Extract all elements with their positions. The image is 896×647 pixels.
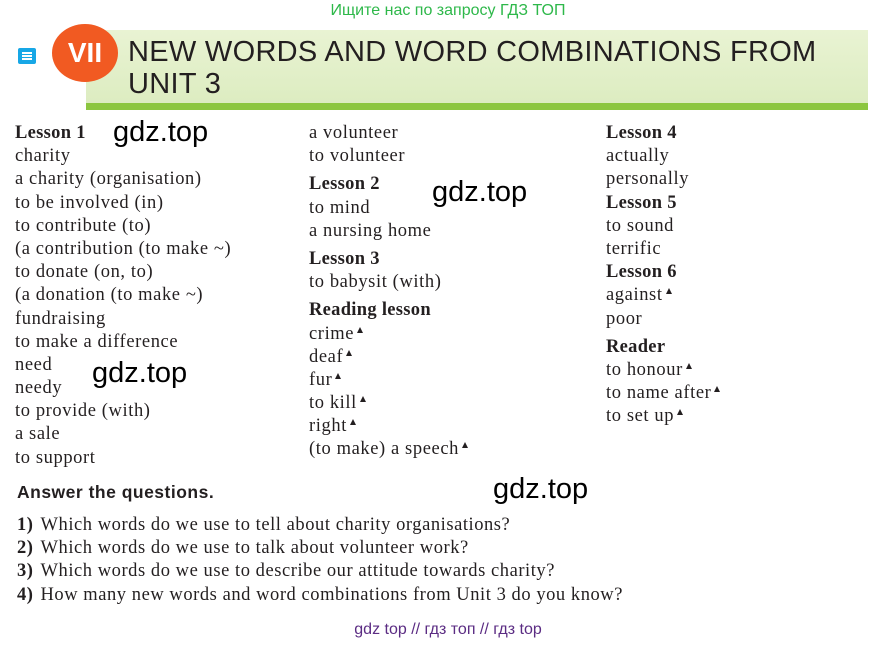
page-title: NEW WORDS AND WORD COMBINATIONS FROM UNIT 3 — [128, 36, 817, 100]
triangle-marker-icon — [346, 350, 352, 356]
lesson-heading: Lesson 3 — [309, 248, 380, 269]
question-item: 1) Which words do we use to tell about charity organisations? — [17, 515, 511, 535]
vocab-item: needy — [15, 378, 63, 399]
triangle-marker-icon — [350, 419, 356, 425]
triangle-marker-icon — [677, 409, 683, 415]
vocab-item: actually — [606, 146, 670, 167]
lesson-heading: Reader — [606, 336, 666, 357]
vocab-item: to contribute (to) — [15, 215, 152, 236]
vocab-item: fur — [309, 369, 468, 392]
vocab-item: right — [309, 415, 468, 438]
question-item: 2) Which words do we use to talk about volunteer work? — [17, 538, 469, 559]
header-underline — [86, 103, 868, 110]
vocab-item: to name after — [606, 382, 720, 405]
vocab-item: to make a difference — [15, 331, 179, 352]
menu-icon[interactable] — [18, 48, 36, 64]
lesson-heading: Lesson 5 — [606, 192, 677, 213]
vocab-item: fundraising — [15, 308, 106, 329]
vocab-item: terrific — [606, 238, 662, 259]
vocab-item: need — [15, 354, 53, 375]
vocab-item: to volunteer — [309, 146, 406, 167]
vocab-item: to provide (with) — [15, 401, 151, 422]
triangle-marker-icon — [714, 386, 720, 392]
lesson-heading: Lesson 1 — [15, 123, 86, 143]
watermark: gdz.top — [493, 473, 589, 505]
lesson-heading: Lesson 6 — [606, 262, 677, 283]
triangle-marker-icon — [686, 363, 692, 369]
vocab-item: against — [606, 284, 720, 307]
vocab-item: (a donation (to make ~) — [15, 285, 204, 306]
vocab-item: to donate (on, to) — [15, 262, 154, 283]
vocab-item: personally — [606, 169, 690, 190]
vocab-item: to babysit (with) — [309, 272, 442, 293]
vocab-item: a volunteer — [309, 123, 399, 143]
watermark: gdz.top — [92, 357, 188, 389]
question-list — [17, 514, 623, 607]
vocab-item: to honour — [606, 359, 720, 382]
vocab-item: (to make) a speech — [309, 438, 468, 461]
question-item: 3) Which words do we use to describe our attitude towards charity? — [17, 561, 555, 582]
vocab-item: charity — [15, 146, 71, 167]
vocab-item: poor — [606, 308, 643, 329]
answer-heading: Answer the questions. — [17, 482, 215, 502]
vocab-item: to set up — [606, 405, 720, 428]
triangle-marker-icon — [357, 327, 363, 333]
watermark: gdz.top — [113, 116, 209, 148]
word-column-1 — [15, 122, 231, 470]
question-item: 4) How many new words and word combinations from Unit 3 do you know? — [17, 584, 623, 605]
word-column-3 — [606, 122, 720, 428]
vocab-item: to support — [15, 447, 96, 468]
vocab-item: to mind — [309, 197, 371, 218]
vocab-item: to kill — [309, 392, 468, 415]
lesson-heading: Reading lesson — [309, 300, 431, 321]
vocab-item: deaf — [309, 346, 468, 369]
triangle-marker-icon — [335, 373, 341, 379]
triangle-marker-icon — [666, 288, 672, 294]
lesson-heading: Lesson 2 — [309, 174, 380, 195]
vocab-item: to be involved (in) — [15, 192, 164, 213]
top-banner: Ищите нас по запросу ГДЗ ТОП — [330, 2, 566, 19]
watermark: gdz.top — [432, 176, 528, 208]
vocab-item: a sale — [15, 424, 61, 445]
triangle-marker-icon — [360, 396, 366, 402]
unit-badge: VII — [52, 24, 118, 82]
vocab-item: a nursing home — [309, 220, 432, 241]
vocab-item: (a contribution (to make ~) — [15, 238, 232, 259]
footer-watermark: gdz top // гдз топ // гдз top — [354, 621, 542, 638]
vocab-item: to sound — [606, 215, 675, 236]
lesson-heading: Lesson 4 — [606, 123, 677, 143]
vocab-item: a charity (organisation) — [15, 169, 202, 190]
vocab-item: crime — [309, 323, 468, 346]
triangle-marker-icon — [462, 442, 468, 448]
word-column-2 — [309, 122, 468, 462]
